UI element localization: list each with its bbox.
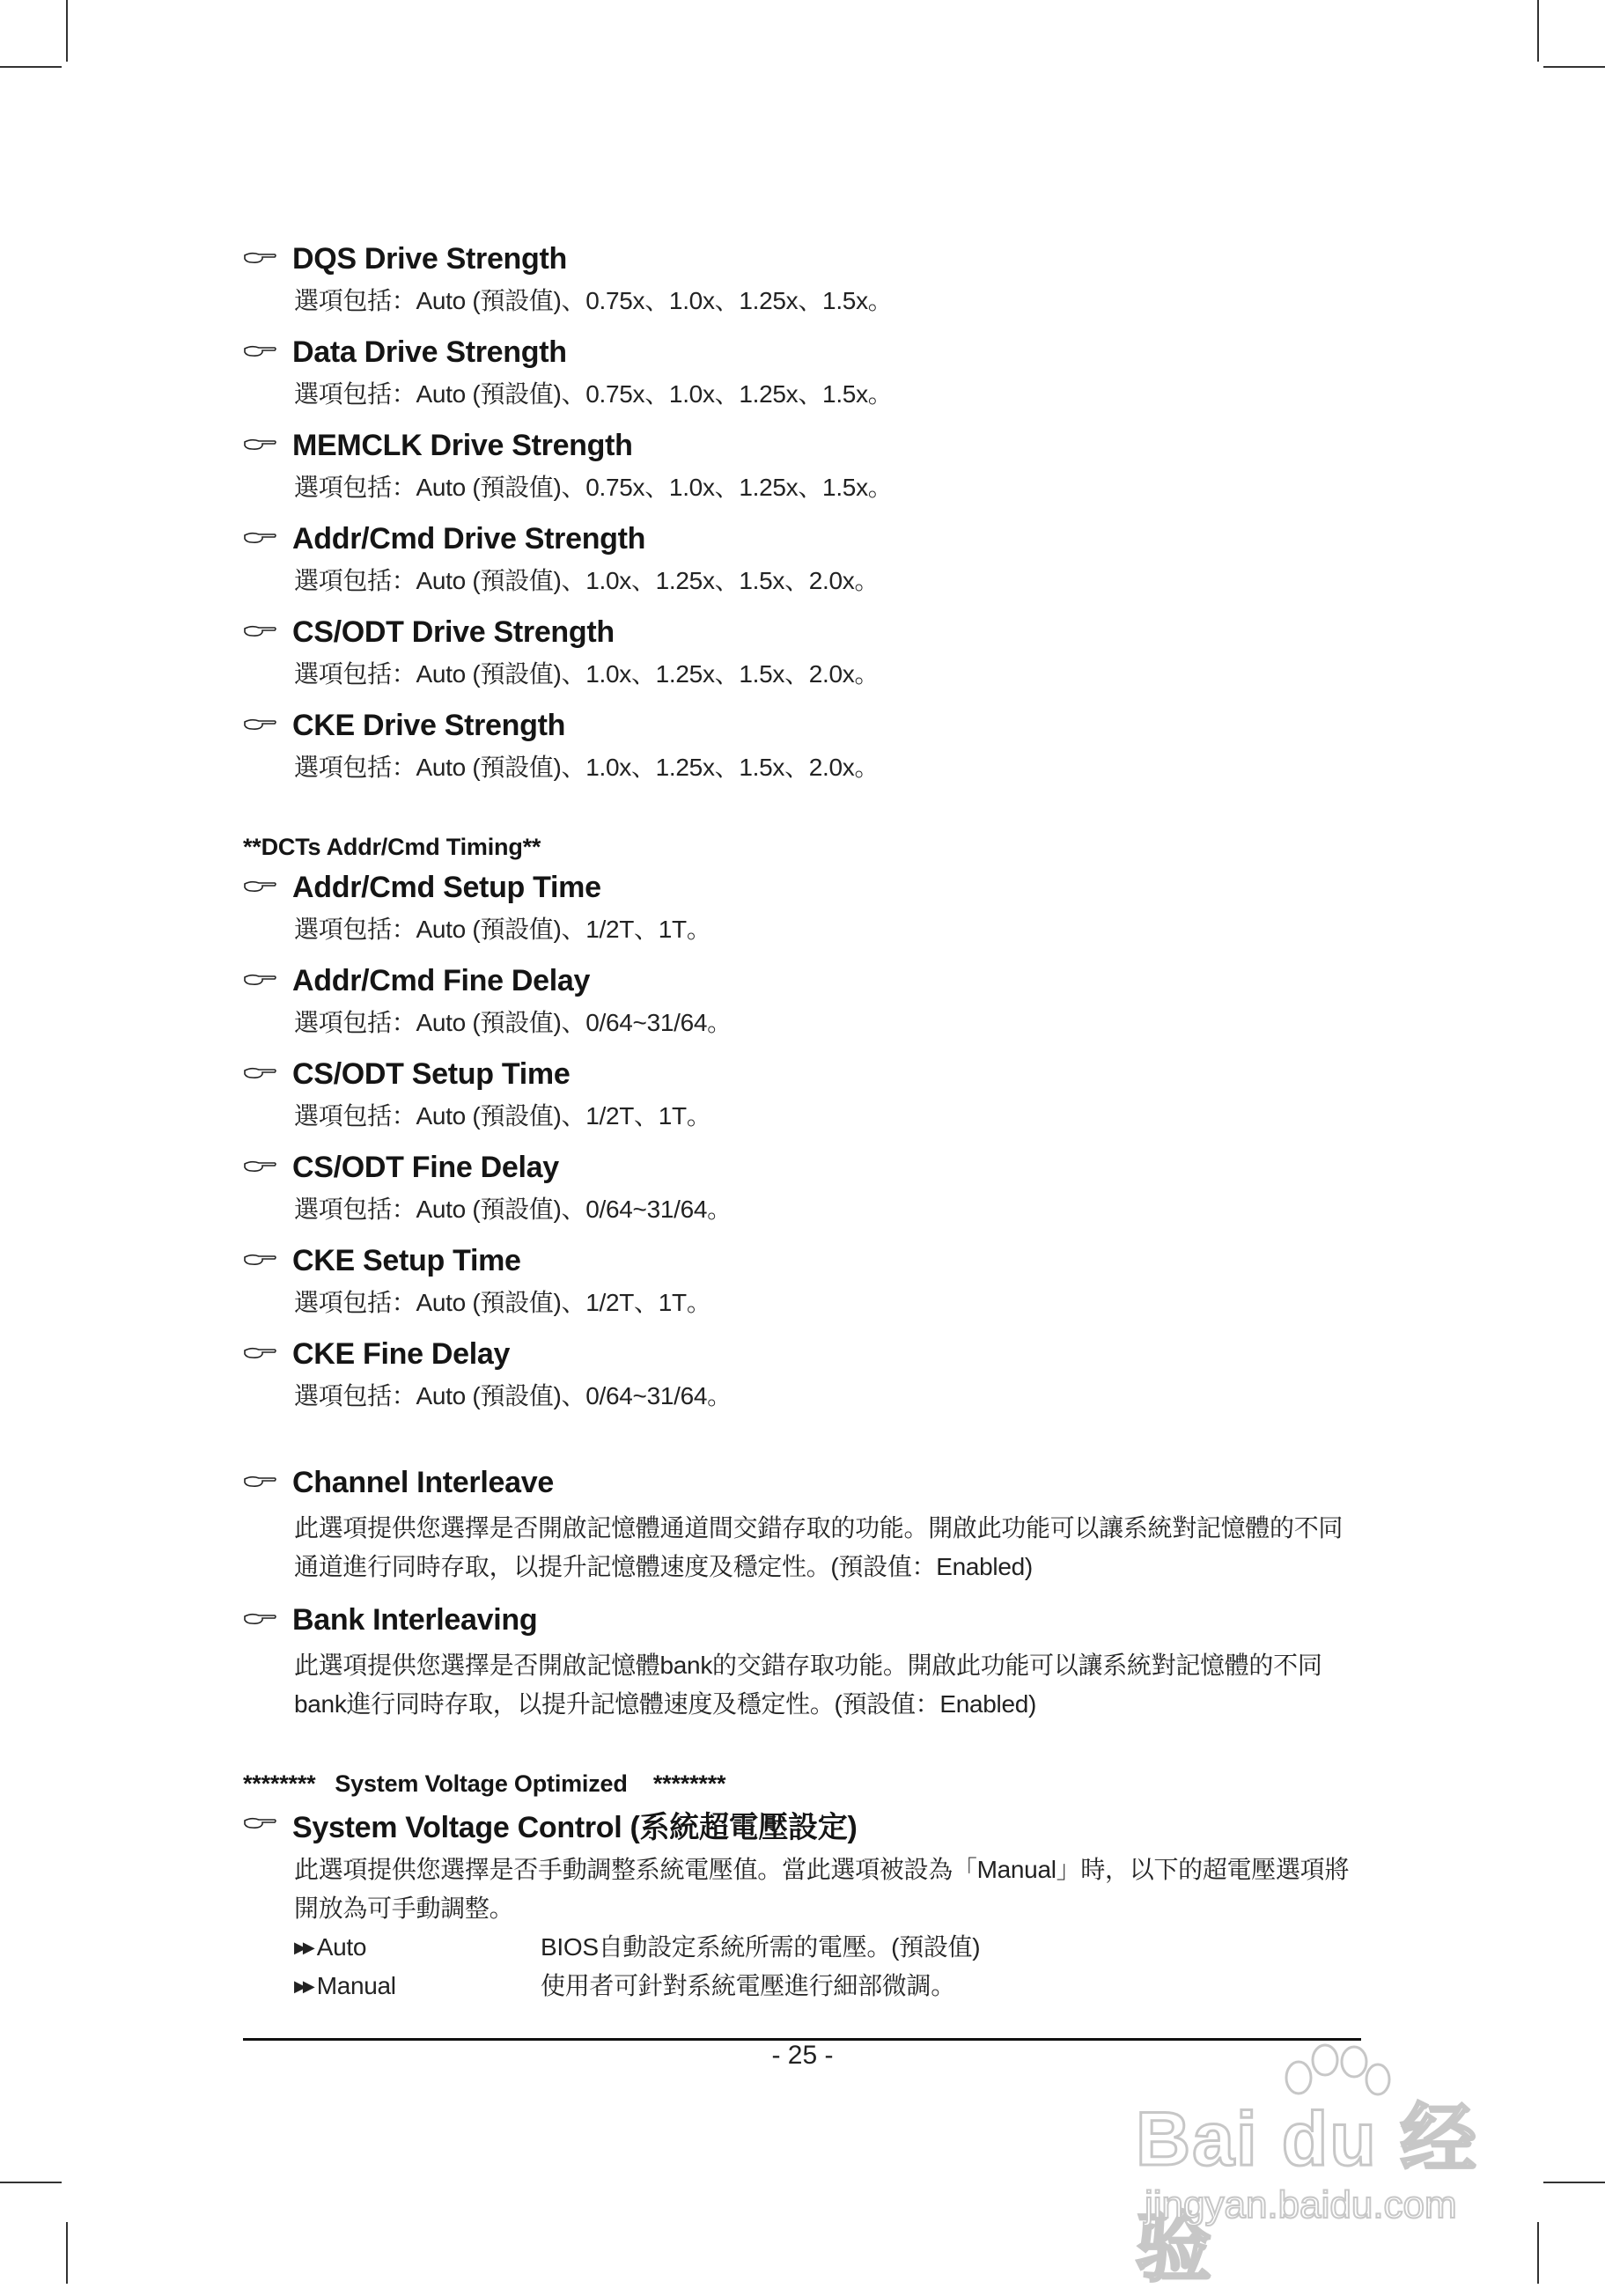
option-row [243,1928,1361,1967]
bios-setting-item [243,1801,1361,1928]
setting-options: 選項包括：Auto (預設值)、1.0x、1.25x、1.5x、2.0x。 [294,754,880,781]
drive-strength-section [243,236,1361,787]
setting-title: CS/ODT Setup Time [292,1056,571,1091]
pointing-hand-icon [243,1815,278,1833]
pointing-hand-icon [243,1159,278,1176]
setting-options: 選項包括：Auto (預設值)、0/64~31/64。 [294,1009,732,1036]
pointing-hand-icon [243,879,278,896]
crop-mark [1537,2222,1539,2284]
bios-setting-item [243,1460,1361,1586]
double-arrow-icon: ▶▶ [294,1977,312,1995]
manual-page-content [243,236,1361,2005]
setting-title: Channel Interleave [292,1465,554,1499]
crop-mark [66,2222,68,2284]
setting-description: 此選項提供您選擇是否開啟記憶體通道間交錯存取的功能。開啟此功能可以讓系統對記憶體的不同通道進行同時存取，以提升記憶體速度及穩定性。(預設值：Enabled) [294,1514,1344,1580]
setting-title: Data Drive Strength [292,335,567,369]
bios-setting-item [243,609,1361,694]
setting-title: CKE Fine Delay [292,1336,511,1371]
bios-setting-item [243,1238,1361,1322]
watermark-url: jingyan.baidu.com [1145,2183,1457,2226]
setting-title: Addr/Cmd Drive Strength [292,521,646,556]
bios-setting-item [243,1331,1361,1416]
setting-title: CS/ODT Fine Delay [292,1150,559,1184]
system-voltage-section [243,1766,1361,2005]
setting-title: Addr/Cmd Fine Delay [292,963,591,997]
crop-mark [66,0,68,62]
setting-options: 選項包括：Auto (預設值)、1.0x、1.25x、1.5x、2.0x。 [294,660,880,688]
crop-mark [1543,66,1605,68]
option-description: BIOS自動設定系統所需的電壓。(預設值) [541,1933,981,1961]
setting-title: CKE Setup Time [292,1243,521,1277]
crop-mark [0,2182,62,2183]
pointing-hand-icon [243,437,278,454]
pointing-hand-icon [243,1065,278,1083]
option-row [243,1967,1361,2005]
setting-options: 選項包括：Auto (預設值)、0.75x、1.0x、1.25x、1.5x。 [294,474,893,501]
pointing-hand-icon [243,343,278,361]
setting-options: 選項包括：Auto (預設值)、1/2T、1T。 [294,1102,711,1130]
pointing-hand-icon [243,530,278,548]
bios-setting-item [243,865,1361,949]
dcts-timing-section [243,829,1361,1416]
pointing-hand-icon [243,1611,278,1629]
watermark-main: Bai du 经验 [1136,2097,1478,2291]
double-arrow-icon: ▶▶ [294,1939,312,1956]
crop-mark [0,66,62,68]
crop-mark [1543,2182,1605,2183]
setting-title: CKE Drive Strength [292,708,566,742]
pointing-hand-icon [243,972,278,990]
setting-options: 選項包括：Auto (預設值)、1/2T、1T。 [294,1289,711,1316]
setting-options: 選項包括：Auto (預設值)、0.75x、1.0x、1.25x、1.5x。 [294,287,893,314]
pointing-hand-icon [243,1474,278,1491]
setting-title: DQS Drive Strength [292,241,567,276]
option-description: 使用者可針對系統電壓進行細部微調。 [541,1972,955,1999]
setting-title: Bank Interleaving [292,1602,538,1637]
setting-options: 選項包括：Auto (預設值)、1/2T、1T。 [294,916,711,943]
bios-setting-item [243,1051,1361,1136]
option-name: Manual [316,1972,396,1999]
setting-title: System Voltage Control (系統超電壓設定) [292,1810,858,1844]
pointing-hand-icon [243,623,278,641]
pointing-hand-icon [243,1252,278,1269]
setting-options: 選項包括：Auto (預設值)、0.75x、1.0x、1.25x、1.5x。 [294,380,893,408]
setting-description: 此選項提供您選擇是否開啟記憶體bank的交錯存取功能。開啟此功能可以讓系統對記憶體的不同bank進行同時存取，以提升記憶體速度及穩定性。(預設值：Enabled) [294,1652,1322,1718]
pointing-hand-icon [243,250,278,268]
setting-description: 此選項提供您選擇是否手動調整系統電壓值。當此選項被設為「Manual」時，以下的超電壓選項將開放為可手動調整。 [294,1856,1350,1922]
setting-title: MEMCLK Drive Strength [292,428,633,462]
setting-title: CS/ODT Drive Strength [292,614,615,649]
baidu-watermark [1136,2042,1523,2291]
bios-setting-item [243,703,1361,787]
interleave-section [243,1460,1361,1724]
bios-setting-item [243,329,1361,414]
bios-setting-item [243,1144,1361,1229]
pointing-hand-icon [243,1345,278,1363]
bios-setting-item [243,958,1361,1042]
option-name: Auto [316,1933,367,1961]
section-heading: ******** System Voltage Optimized ******** [243,1770,726,1797]
setting-options: 選項包括：Auto (預設值)、0/64~31/64。 [294,1196,732,1223]
bios-setting-item [243,423,1361,507]
pointing-hand-icon [243,717,278,734]
setting-title: Addr/Cmd Setup Time [292,870,601,904]
setting-options: 選項包括：Auto (預設值)、0/64~31/64。 [294,1382,732,1409]
page-number: - 25 - [771,2041,834,2070]
crop-mark [1537,0,1539,62]
section-heading: **DCTs Addr/Cmd Timing** [243,833,541,860]
setting-options: 選項包括：Auto (預設值)、1.0x、1.25x、1.5x、2.0x。 [294,567,880,594]
bios-setting-item [243,236,1361,320]
bios-setting-item [243,1597,1361,1724]
bios-setting-item [243,516,1361,600]
